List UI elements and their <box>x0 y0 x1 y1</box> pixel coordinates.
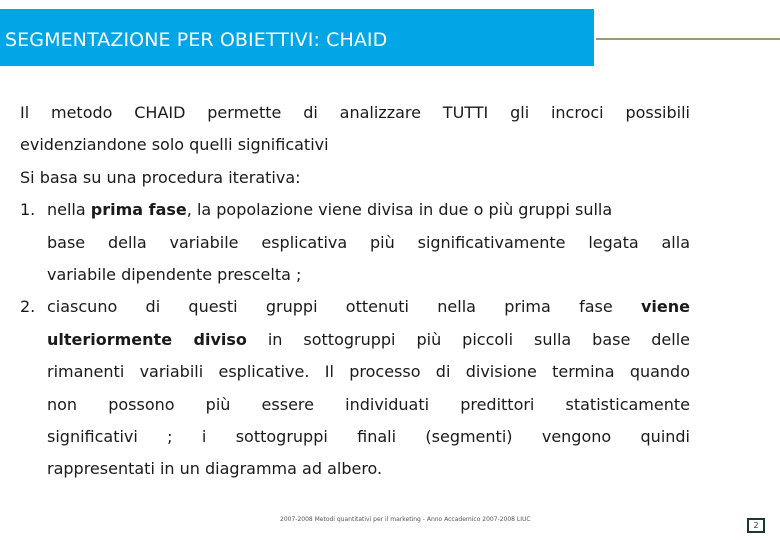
item-2-line-6: rappresentati in un diagramma ad albero. <box>47 459 383 479</box>
lead-text: Si basa su una procedura iterativa: <box>20 167 301 187</box>
intro-line-1: Il metodo CHAID permette di analizzare TUTTI gli incroci possibili <box>20 103 690 122</box>
list-item-1 <box>20 194 690 291</box>
slide-title-bar <box>0 9 594 66</box>
item-1-line-3: variabile dipendente prescelta ; <box>47 265 302 285</box>
slide-body <box>20 97 690 486</box>
slide-footer: 2007-2008 Metodi quantitativi per il marketing - Anno Accademico 2007-2008 LIUC <box>280 516 531 523</box>
item-2-line-1 <box>47 291 690 323</box>
item-1-text-a: nella <box>47 200 91 220</box>
item-1-text-b: , la popolazione viene divisa in due o più gruppi sulla <box>186 200 613 220</box>
item-1-line-1 <box>47 194 690 226</box>
item-2-text-b: in sottogruppi più piccoli sulla base delle <box>246 329 690 349</box>
page-number: 2 <box>747 518 765 533</box>
slide-title: SEGMENTAZIONE PER OBIETTIVI: CHAID <box>5 29 388 51</box>
item-2-line-4: non possono più essere individuati predittori statisticamente <box>47 394 690 414</box>
item-2-bold-b: ulteriormente diviso <box>47 329 247 349</box>
item-2-bold-a: viene <box>640 297 690 317</box>
intro-line-2: evidenziandone solo quelli significativi <box>20 135 329 155</box>
item-2-line-5: significativi ; i sottogruppi finali (segmenti) vengono quindi <box>47 427 690 447</box>
list-item-2 <box>20 291 690 485</box>
list-number-2: 2. <box>20 297 36 317</box>
item-2-line-2 <box>47 324 690 356</box>
item-1-line-2: base della variabile esplicativa più significativamente legata alla <box>47 232 690 252</box>
title-divider <box>596 38 780 40</box>
item-1-bold: prima fase <box>90 200 187 220</box>
item-2-text-a: ciascuno di questi gruppi ottenuti nella prima fase <box>47 297 641 317</box>
list-number-1: 1. <box>20 200 36 220</box>
item-2-line-3: rimanenti variabili esplicative. Il processo di divisione termina quando <box>47 362 690 382</box>
